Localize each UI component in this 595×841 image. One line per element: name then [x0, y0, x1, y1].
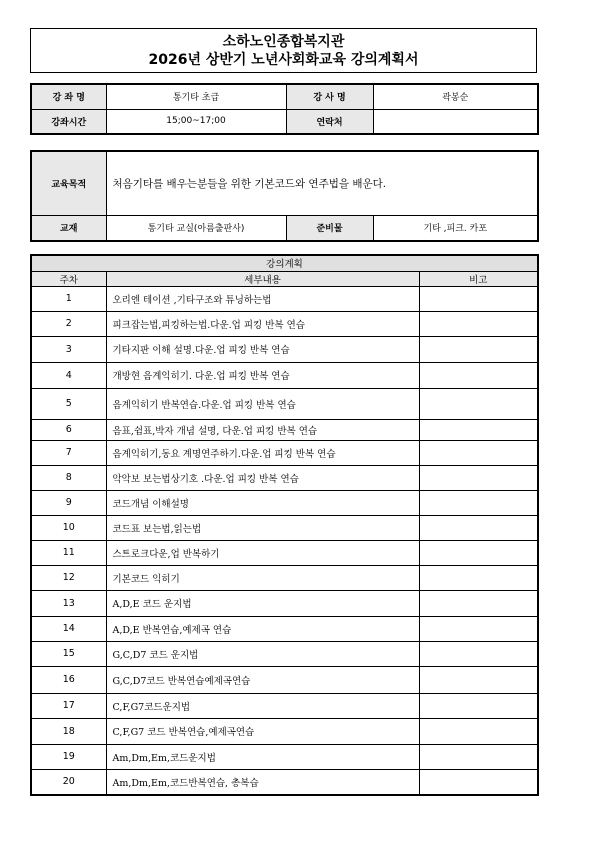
detail-cell: 음계익히기,동요 계명연주하기.다운.업 피킹 반복 연습 — [106, 440, 419, 465]
class-time-value: 15;00~17;00 — [106, 109, 286, 134]
week-cell: 14 — [31, 616, 106, 641]
note-cell — [419, 540, 538, 565]
course-info-table — [30, 83, 539, 135]
note-cell — [419, 693, 538, 718]
title-line-2: 2026년 상반기 노년사회화교육 강의계획서 — [148, 52, 419, 68]
detail-cell: 악악보 보는법상기호 .다운.업 피킹 반복 연습 — [106, 465, 419, 490]
detail-cell: C,F,G7코드운지법 — [106, 693, 419, 718]
table-row — [31, 666, 538, 693]
week-cell: 3 — [31, 336, 106, 362]
table-row — [31, 565, 538, 590]
detail-cell: 코드개념 이해설명 — [106, 490, 419, 515]
table-row — [31, 465, 538, 490]
note-cell — [419, 440, 538, 465]
table-row — [31, 590, 538, 616]
week-cell: 5 — [31, 388, 106, 419]
detail-cell: 오리엔 테이션 ,기타구조와 튜닝하는법 — [106, 286, 419, 311]
note-cell — [419, 515, 538, 540]
lecture-plan-table — [30, 254, 539, 796]
table-row — [31, 311, 538, 336]
week-cell: 16 — [31, 666, 106, 693]
lecture-plan-title: 강의계획 — [31, 255, 538, 271]
table-row — [31, 362, 538, 388]
week-cell: 9 — [31, 490, 106, 515]
week-cell: 4 — [31, 362, 106, 388]
table-row — [31, 616, 538, 641]
week-cell: 7 — [31, 440, 106, 465]
note-cell — [419, 666, 538, 693]
week-cell: 12 — [31, 565, 106, 590]
course-name-label: 강 좌 명 — [31, 84, 106, 109]
detail-cell: 스트로크다운,업 반복하기 — [106, 540, 419, 565]
week-cell: 18 — [31, 718, 106, 744]
note-cell — [419, 311, 538, 336]
detail-cell: A,D,E 반복연습,예제곡 연습 — [106, 616, 419, 641]
note-cell — [419, 419, 538, 440]
note-cell — [419, 362, 538, 388]
week-cell: 20 — [31, 769, 106, 795]
table-row — [31, 490, 538, 515]
table-row — [31, 693, 538, 718]
detail-cell: A,D,E 코드 운지법 — [106, 590, 419, 616]
note-cell — [419, 336, 538, 362]
note-cell — [419, 744, 538, 769]
note-column-header: 비고 — [419, 271, 538, 286]
purpose-label: 교육목적 — [31, 151, 106, 215]
week-cell: 2 — [31, 311, 106, 336]
week-column-header: 주차 — [31, 271, 106, 286]
table-row — [31, 440, 538, 465]
contact-label: 연락처 — [286, 109, 373, 134]
detail-cell: Am,Dm,Em,코드반복연습, 총복습 — [106, 769, 419, 795]
note-cell — [419, 641, 538, 666]
instructor-value: 곽봉순 — [373, 84, 538, 109]
week-cell: 17 — [31, 693, 106, 718]
document-title — [30, 28, 537, 73]
class-time-label: 강좌시간 — [31, 109, 106, 134]
table-row — [31, 540, 538, 565]
textbook-value: 통기타 교실(아름출판사) — [106, 215, 286, 241]
table-row — [31, 744, 538, 769]
detail-column-header: 세부내용 — [106, 271, 419, 286]
note-cell — [419, 590, 538, 616]
supplies-label: 준비물 — [286, 215, 373, 241]
table-row — [31, 718, 538, 744]
note-cell — [419, 465, 538, 490]
table-row — [31, 336, 538, 362]
purpose-value: 처음기타를 배우는분들을 위한 기본코드와 연주법을 배운다. — [106, 151, 538, 215]
supplies-value: 기타 ,피크. 카포 — [373, 215, 538, 241]
table-row — [31, 515, 538, 540]
detail-cell: 코드표 보는법,읽는법 — [106, 515, 419, 540]
detail-cell: 개방현 음계익히기. 다운.업 피킹 반복 연습 — [106, 362, 419, 388]
table-row — [31, 419, 538, 440]
detail-cell: 음계익히기 반복연습.다운.업 피킹 반복 연습 — [106, 388, 419, 419]
contact-value — [373, 109, 538, 134]
detail-cell: 피크잡는법,피킹하는법.다운.업 피킹 반복 연습 — [106, 311, 419, 336]
table-row — [31, 286, 538, 311]
note-cell — [419, 490, 538, 515]
week-cell: 15 — [31, 641, 106, 666]
detail-cell: C,F,G7 코드 반복연습,예제곡연습 — [106, 718, 419, 744]
note-cell — [419, 616, 538, 641]
week-cell: 13 — [31, 590, 106, 616]
table-row — [31, 769, 538, 795]
detail-cell: 기타지판 이해 설명.다운.업 피킹 반복 연습 — [106, 336, 419, 362]
week-cell: 8 — [31, 465, 106, 490]
course-name-value: 통기타 초급 — [106, 84, 286, 109]
detail-cell: G,C,D7코드 반복연습예제곡연습 — [106, 666, 419, 693]
note-cell — [419, 718, 538, 744]
week-cell: 1 — [31, 286, 106, 311]
note-cell — [419, 769, 538, 795]
title-line-1: 소하노인종합복지관 — [222, 34, 345, 50]
detail-cell: Am,Dm,Em,코드운지법 — [106, 744, 419, 769]
instructor-label: 강 사 명 — [286, 84, 373, 109]
note-cell — [419, 286, 538, 311]
week-cell: 10 — [31, 515, 106, 540]
table-row — [31, 641, 538, 666]
textbook-label: 교재 — [31, 215, 106, 241]
week-cell: 6 — [31, 419, 106, 440]
note-cell — [419, 388, 538, 419]
detail-cell: G,C,D7 코드 운지법 — [106, 641, 419, 666]
table-row — [31, 388, 538, 419]
week-cell: 11 — [31, 540, 106, 565]
detail-cell: 기본코드 익히기 — [106, 565, 419, 590]
week-cell: 19 — [31, 744, 106, 769]
note-cell — [419, 565, 538, 590]
purpose-table — [30, 150, 539, 242]
detail-cell: 음표,쉼표,박자 개념 설명, 다운.업 피킹 반복 연습 — [106, 419, 419, 440]
